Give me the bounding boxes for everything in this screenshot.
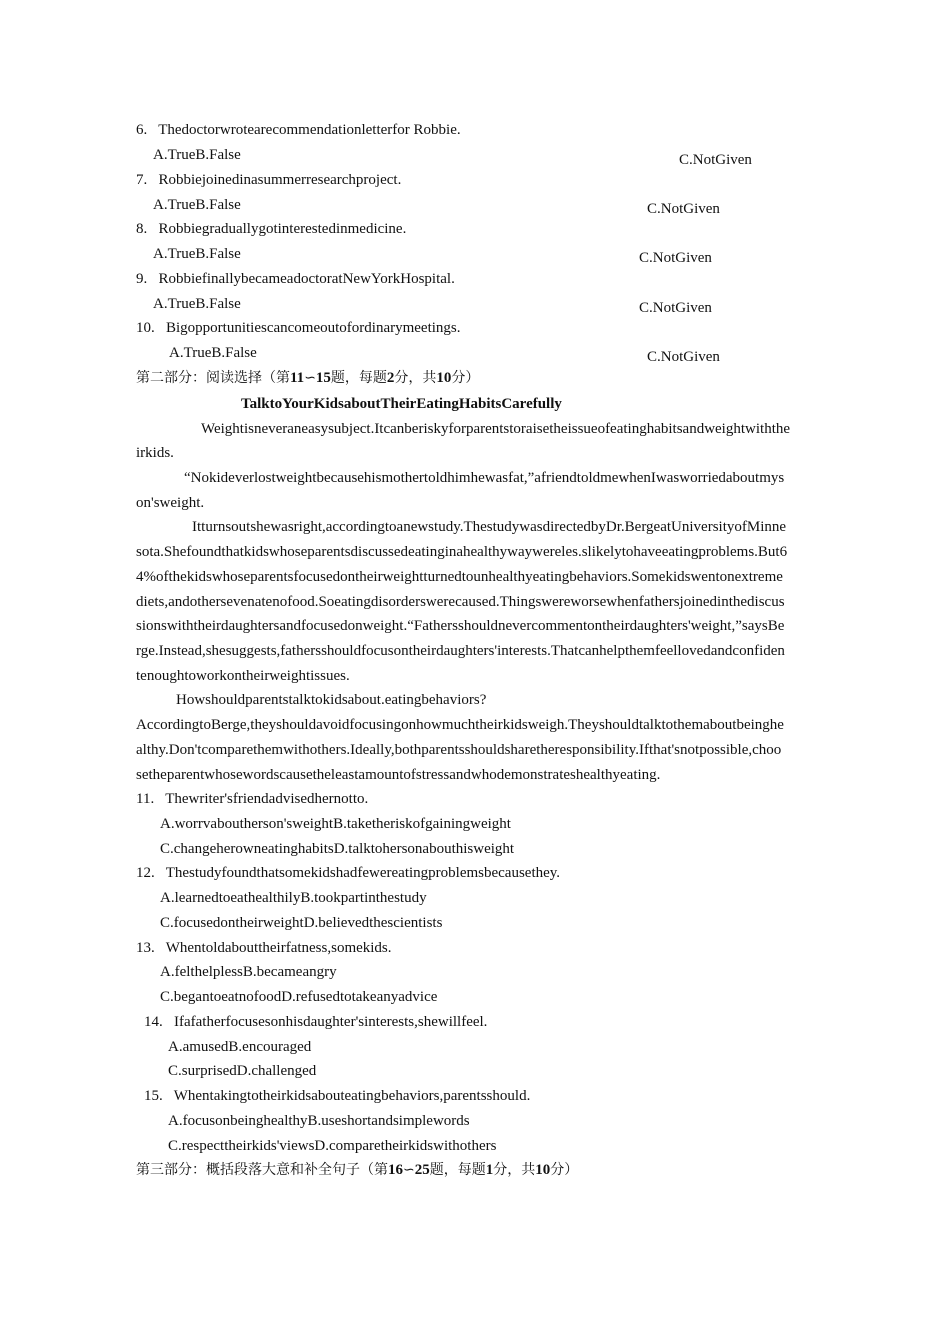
article-line: irkids. [136,445,174,461]
article-line: “Nokideverlostweightbecausehismothertoldhimhewasfat,”afriendtoldmewhenIwasworriedaboutmys [184,470,785,486]
part-2-heading: 第二部分：阅读选择（第11∽15题，每题2分，共10分） [136,370,480,386]
question-12-options-cd: C.focusedontheirweightD.believedthescientists [160,915,443,931]
question-7-text: Robbiejoinedinasummerresearchproject. [158,172,402,188]
question-11: 11. Thewriter'sfriendadvisedhernotto. [136,791,369,807]
article-line: tenoughtoworkontheirweightissues. [136,668,350,684]
article-line: althy.Don'tcomparethemwithothers.Ideally,bothparentsshouldsharetheresponsibility.Ifthat'snotpossible,choo [136,742,782,758]
question-12: 12. Thestudyfoundthatsomekidshadfewereatingproblemsbecausethey. [136,865,561,881]
question-9: 9. RobbiefinallybecameadoctoratNewYorkHospital. [136,271,455,287]
question-8-not-given: C.NotGiven [639,250,712,266]
question-15-stem: Whentakingtotheirkidsabouteatingbehaviors,parentsshould. [173,1088,531,1104]
question-15: 15. Whentakingtotheirkidsabouteatingbehaviors,parentsshould. [144,1088,531,1104]
article-line: setheparentwhosewordscausetheleastamountofstressandwhodemonstrateshealthyeating. [136,767,661,783]
question-14-options-ab: A.amusedB.encouraged [168,1039,312,1055]
question-8: 8. Robbiegraduallygotinterestedinmedicine. [136,221,407,237]
article-line: Howshouldparentstalktokidsabout.eatingbehaviors? [176,692,487,708]
article-line: on'sweight. [136,495,205,511]
question-9-text: RobbiefinallybecameadoctoratNewYorkHospital. [158,271,455,287]
article-title: TalktoYourKidsaboutTheirEatingHabitsCarefully [241,396,562,412]
question-14-options-cd: C.surprisedD.challenged [168,1063,317,1079]
question-15-options-cd: C.respecttheirkids'viewsD.comparetheirkidswithothers [168,1138,497,1154]
question-14: 14. Ifafatherfocusesonhisdaughter'sinterests,shewillfeel. [144,1014,488,1030]
question-13-stem: Whentoldabouttheirfatness,somekids. [165,940,392,956]
question-6: 6. Thedoctorwrotearecommendationletterfor Robbie. [136,122,461,138]
question-6-options: A.TrueB.False [153,147,241,163]
part-3-heading: 第三部分：概括段落大意和补全句子（第16∽25题，每题1分，共10分） [136,1162,579,1178]
article-line: diets,andothersevenatenofood.Soeatingdisorderswerecaused.Thingswereworsewhenfathersjoinedinthediscus [136,594,785,610]
question-13-options-ab: A.felthelplessB.becameangry [160,964,337,980]
question-11-options-cd: C.changeherowneatinghabitsD.talktohersonabouthisweight [160,841,515,857]
question-15-options-ab: A.focusonbeinghealthyB.useshortandsimplewords [168,1113,470,1129]
question-7-options: A.TrueB.False [153,197,241,213]
question-10: 10. Bigopportunitiescancomeoutofordinarymeetings. [136,320,461,336]
article-line: 4%ofthekidswhoseparentsfocusedontheirweightturnedtounhealthyeatingbehaviors.Somekidswentonextreme [136,569,783,585]
question-9-not-given: C.NotGiven [639,300,712,316]
article-line: sionswiththeirdaughtersandfocusedonweight.“Fathersshouldnevercommentontheirdaughters'weight,”saysBe [136,618,785,634]
question-12-stem: Thestudyfoundthatsomekidshadfewereatingproblemsbecausethey. [165,865,561,881]
article-line: AccordingtoBerge,theyshouldavoidfocusingonhowmuchtheirkidsweigh.Theyshouldtalktothemaboutbeinghe [136,717,784,733]
question-10-not-given: C.NotGiven [647,349,720,363]
question-10-options: A.TrueB.False [169,345,257,361]
question-11-stem: Thewriter'sfriendadvisedhernotto. [165,791,369,807]
question-7: 7. Robbiejoinedinasummerresearchproject. [136,172,402,188]
question-9-options: A.TrueB.False [153,296,241,312]
article-line: Weightisneveraneasysubject.Itcanberiskyforparentstoraisetheissueofeatinghabitsandweightwiththe [201,421,791,437]
question-6-text: Thedoctorwrotearecommendationletterfor Robbie. [158,122,461,138]
question-13-options-cd: C.begantoeatnofoodD.refusedtotakeanyadvice [160,989,438,1005]
article-line: sota.Shefoundthatkidswhoseparentsdiscussedeatinginahealthywaywereles.slikelytohaveeatingproblems.But6 [136,544,788,560]
question-8-text: Robbiegraduallygotinterestedinmedicine. [158,221,407,237]
question-12-options-ab: A.learnedtoeathealthilyB.tookpartinthestudy [160,890,427,906]
question-8-options: A.TrueB.False [153,246,241,262]
question-6-not-given: C.NotGiven [679,152,752,168]
question-14-stem: Ifafatherfocusesonhisdaughter'sinterests,shewillfeel. [174,1014,488,1030]
question-7-not-given: C.NotGiven [647,201,720,217]
question-13: 13. Whentoldabouttheirfatness,somekids. [136,940,392,956]
article-line: rge.Instead,shesuggests,fathersshouldfocusontheirdaughters'interests.Thatcanhelpthemfeellovedandconfiden [136,643,785,659]
article-line: Itturnsoutshewasright,accordingtoanewstudy.ThestudywasdirectedbyDr.BergeatUniversityofMinne [192,519,787,535]
question-10-text: Bigopportunitiescancomeoutofordinarymeetings. [166,320,461,336]
question-11-options-ab: A.worrvaboutherson'sweightB.taketheriskofgainingweight [160,816,511,832]
